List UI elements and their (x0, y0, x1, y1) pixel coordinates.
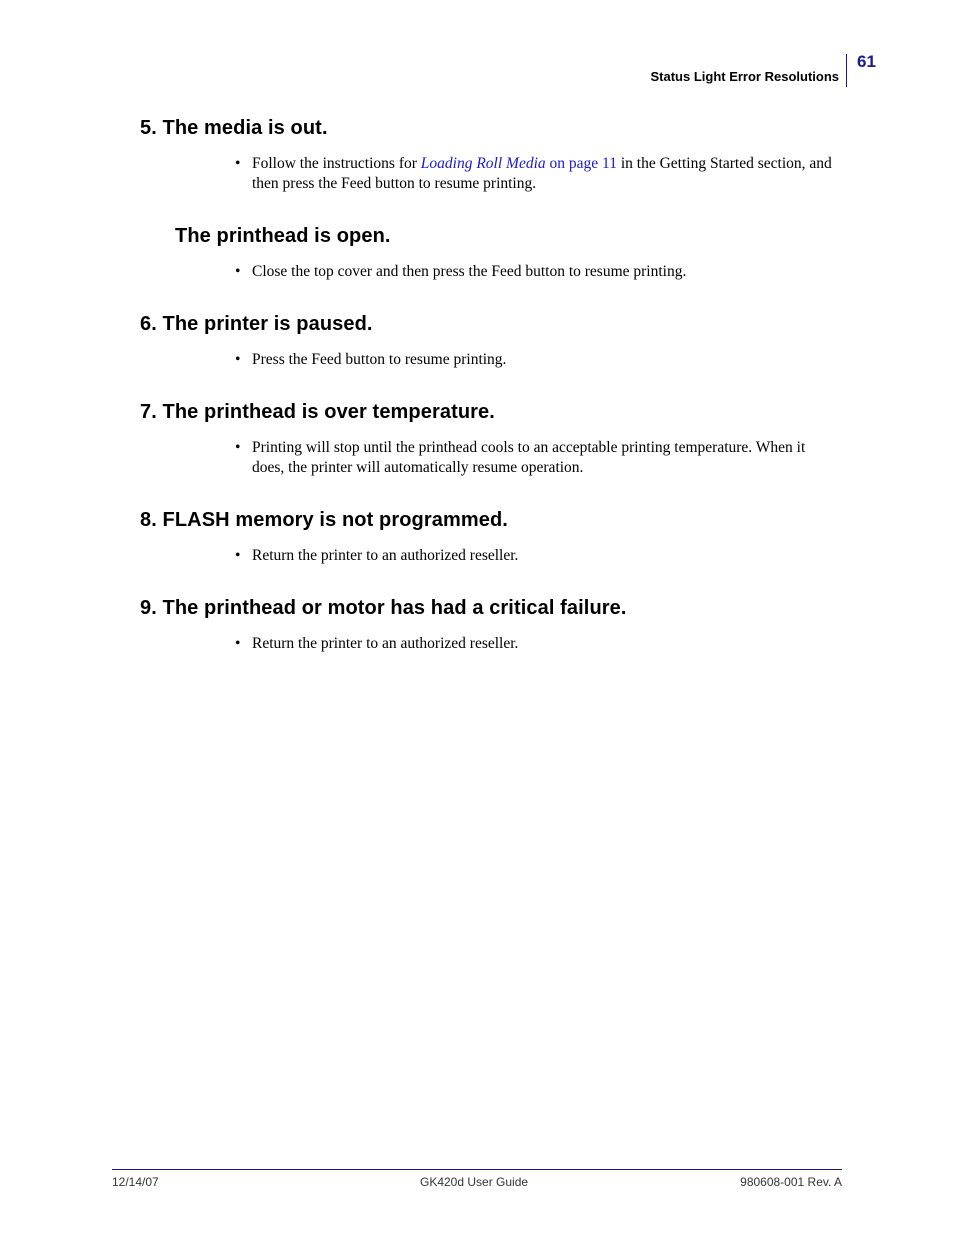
bullet-icon: • (235, 547, 241, 564)
list-item-text: Return the printer to an authorized reseller. (252, 635, 519, 652)
bullet-icon: • (235, 351, 241, 368)
text-run: Follow the instructions for (252, 155, 421, 172)
list-item-media-out (235, 154, 840, 194)
heading-printer-paused: 6. The printer is paused. (140, 313, 373, 335)
list-item-flash-memory (235, 546, 840, 566)
page-number: 61 (857, 52, 876, 71)
footer-guide-title: GK420d User Guide (420, 1175, 529, 1189)
bullet-icon: • (235, 263, 241, 280)
section-title: Status Light Error Resolutions (650, 69, 839, 84)
header-divider (846, 54, 847, 87)
list-item-text: Printing will stop until the printhead cools to an acceptable printing temperature. When it does, the printer will automatically resume operation. (252, 439, 806, 476)
heading-over-temperature: 7. The printhead is over temperature. (140, 401, 495, 423)
list-item-over-temperature (235, 438, 840, 478)
heading-printhead-open: The printhead is open. (175, 225, 391, 247)
bullet-icon: • (235, 155, 241, 172)
heading-flash-memory: 8. FLASH memory is not programmed. (140, 509, 508, 531)
footer-divider (112, 1169, 842, 1170)
link-title: Loading Roll Media (420, 155, 546, 172)
list-item-printhead-open (235, 262, 840, 282)
list-item-printer-paused (235, 350, 840, 370)
text-run: in the Getting Started section, and then press the Feed button to resume printing. (252, 155, 832, 192)
list-item-critical-failure (235, 634, 840, 654)
footer-date: 12/14/07 (112, 1175, 159, 1189)
list-item-text: Close the top cover and then press the Feed button to resume printing. (252, 263, 687, 280)
list-item-text: Press the Feed button to resume printing. (252, 351, 507, 368)
bullet-icon: • (235, 635, 241, 652)
bullet-icon: • (235, 439, 241, 456)
link-page: on page 11 (545, 155, 617, 172)
heading-media-out: 5. The media is out. (140, 117, 328, 139)
loading-roll-media-link[interactable] (421, 155, 617, 172)
list-item-text (235, 154, 840, 194)
footer-doc-number: 980608-001 Rev. A (740, 1175, 842, 1189)
heading-critical-failure: 9. The printhead or motor has had a critical failure. (140, 597, 627, 619)
list-item-text: Return the printer to an authorized reseller. (252, 547, 519, 564)
